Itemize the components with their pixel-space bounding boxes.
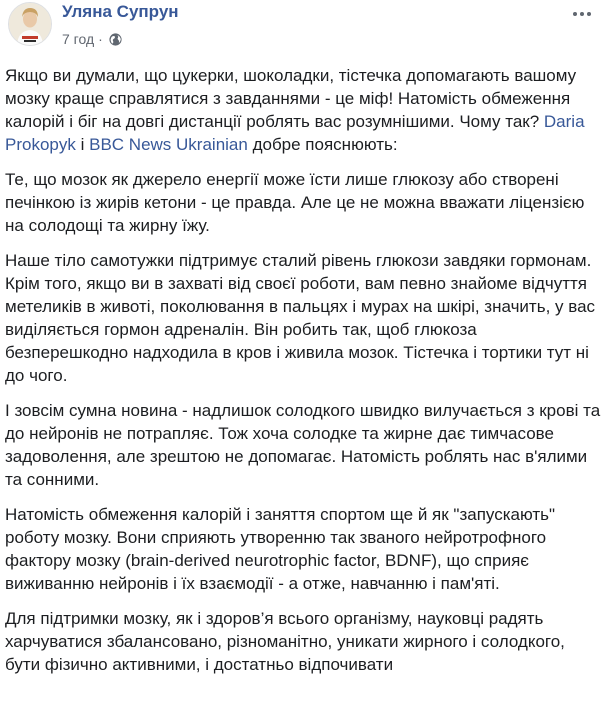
post-header [0,0,606,60]
post-body [5,64,601,688]
intro-text: Якщо ви думали, що цукерки, шоколадки, тістечка допомагають вашому мозку краще справлятися з завданнями - це міф! Натомість обмеження калорій і біг на довгі дистанції роблять вас розумнішими. Чому так? [5,66,577,131]
author-avatar[interactable] [8,2,52,46]
more-dot [587,12,591,16]
paragraph-advice: Для підтримки мозку, як і здоров’я всього організму, науковці радять харчуватися збалансовано, різноманітно, уникати жирного і солодкого, бути фізично активними, і достатньо відпочивати [5,609,565,674]
post-meta [62,31,122,47]
mention-daria-prokopyk[interactable]: Daria Prokopyk [5,112,585,154]
paragraph-sad-news: І зовсім сумна новина - надлишок солодкого швидко вилучається з крові та до нейронів не потрапляє. Тож хоча солодке та жирне дає тимчасове задоволення, але зрештою не допомагає. Натомість роблять нас в'ялими та сонними. [5,401,601,489]
paragraph-bdnf: Натомість обмеження калорій і заняття спортом ще й як "запускають" роботу мозку. Вони сприяють утворенню так званого нейротрофного фактору мозку (brain-derived neurotrophic factor, BDNF), що сприяє виживанню нейронів і їх взаємодії - а отже, навчанню і пам'яті. [5,505,556,593]
intro-ending: добре пояснюють: [247,135,398,154]
paragraph-intro [5,64,601,156]
globe-icon[interactable] [109,33,122,46]
more-dot [580,12,584,16]
paragraph-adrenaline: Крім того, якщо ви в захваті від своєї роботи, вам певно знайоме відчуття метеликів в животі, поколювання в пальцях і мурах на шкірі, значить, у вас виділяється гормон адреналін. Він робить так, щоб глюкоза безперешкодно надходила в кров і живила мозок. Тістечка і тортики тут ні до чого. [5,274,596,385]
more-dot [573,12,577,16]
intro-conjunction: і [75,135,90,154]
avatar-portrait-icon [9,3,51,45]
paragraph-glucose: Те, що мозок як джерело енергії може їсти лише глюкозу або створені печінкою із жирів кетони - це правда. Але це не можна вважати ліцензією на солодощі та жирну їжу. [5,170,585,235]
author-name[interactable]: Уляна Супрун [62,2,179,21]
mention-bbc-news-ukrainian[interactable]: BBC News Ukrainian [89,135,248,154]
post-timestamp[interactable]: 7 год [62,31,95,47]
paragraph-hormones: Наше тіло самотужки підтримує сталий рівень глюкози завдяки гормонам. [5,251,592,270]
meta-separator: · [98,31,103,47]
more-options-icon[interactable] [568,6,596,22]
